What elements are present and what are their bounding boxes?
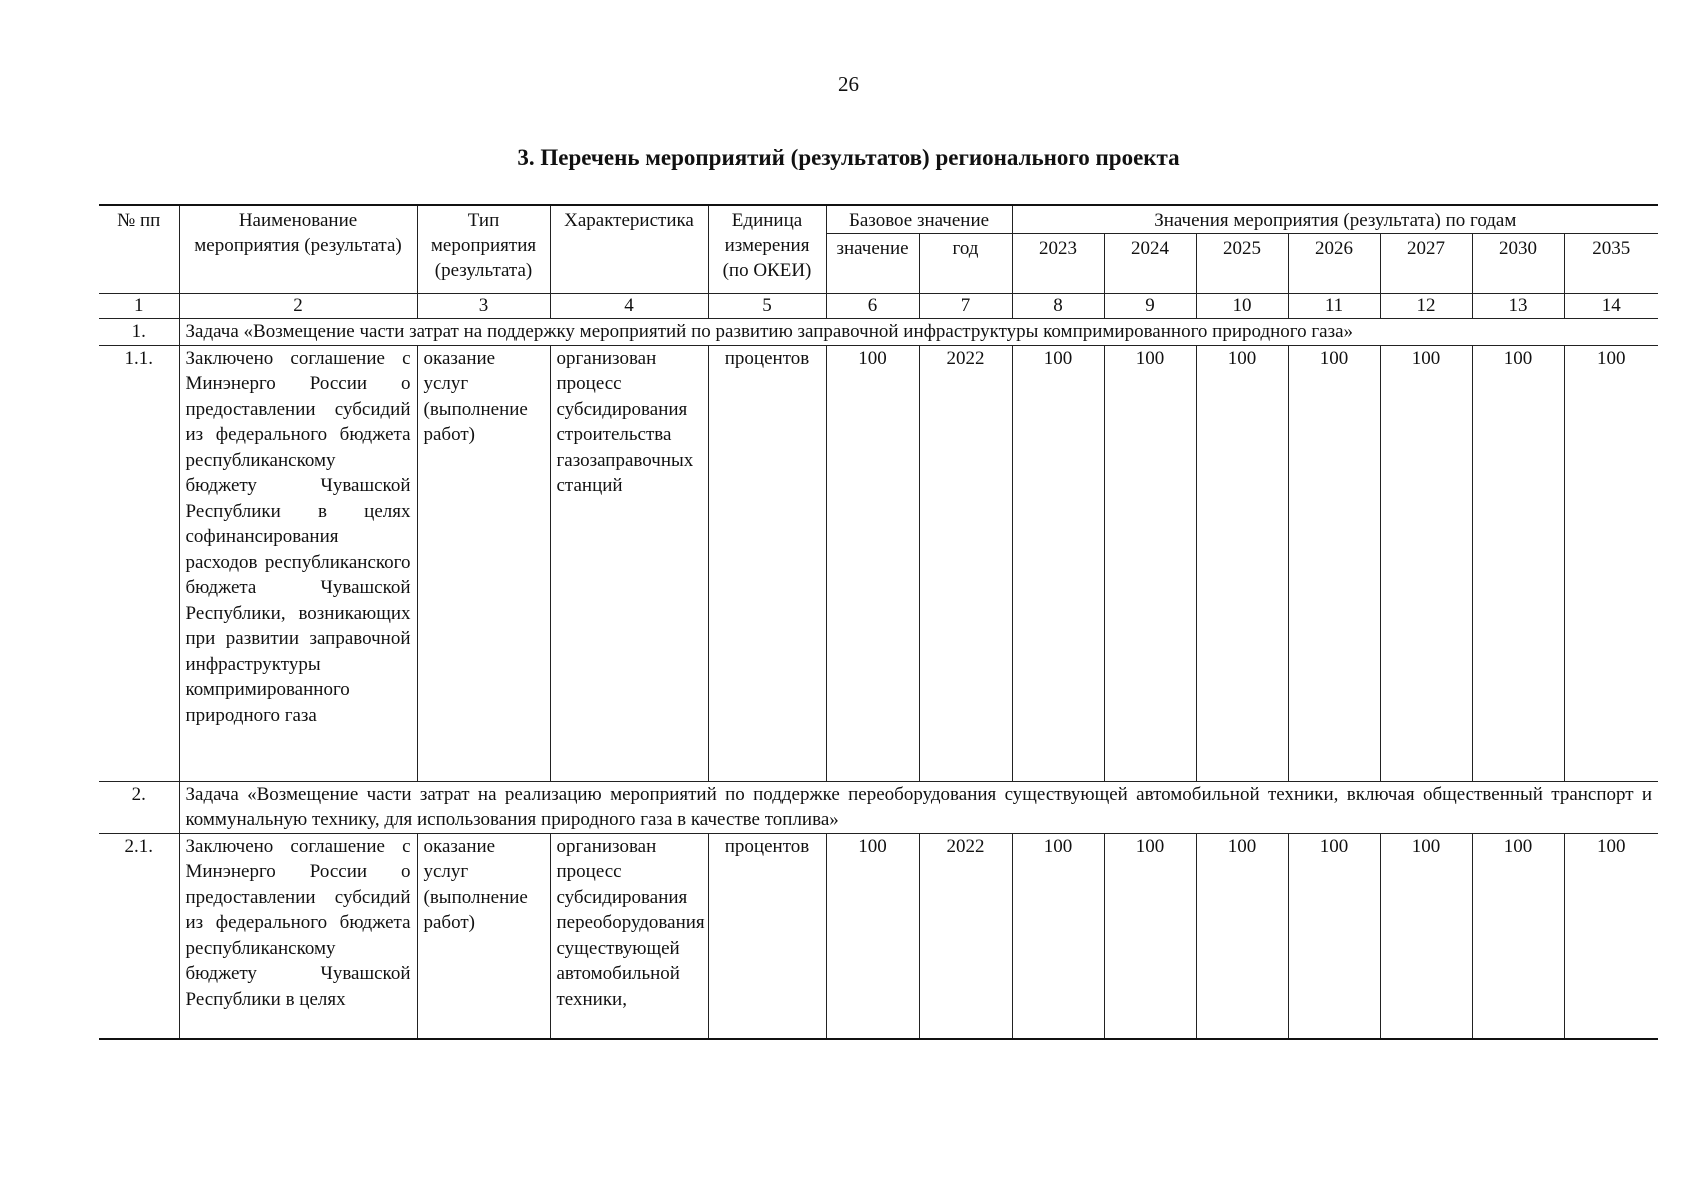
page-number: 26 xyxy=(838,72,859,96)
column-number: 2 xyxy=(179,294,417,319)
task-text: Задача «Возмещение части затрат на реализацию мероприятий по поддержке переоборудования существующей автомобильной техники, включая общественный транспорт и коммунальную технику, для использования природного газа в качестве топлива» xyxy=(179,781,1658,833)
item-unit: процентов xyxy=(708,833,826,1039)
header-year: 2027 xyxy=(1380,234,1472,294)
header-type: Тип мероприятия (результата) xyxy=(417,205,550,294)
item-year-value: 100 xyxy=(1380,833,1472,1039)
header-years-group: Значения мероприятия (результата) по годам xyxy=(1012,205,1658,234)
column-number: 10 xyxy=(1196,294,1288,319)
header-year: 2030 xyxy=(1472,234,1564,294)
column-number: 11 xyxy=(1288,294,1380,319)
header-base: Базовое значение xyxy=(826,205,1012,234)
header-year: 2026 xyxy=(1288,234,1380,294)
task-row xyxy=(99,781,1658,833)
table-row xyxy=(99,345,1658,781)
header-base-value: значение xyxy=(826,234,919,294)
column-number-row xyxy=(99,294,1658,319)
item-characteristic: организован процесс субсидирования строительства газозаправочных станций xyxy=(550,345,708,781)
column-number: 4 xyxy=(550,294,708,319)
item-num: 1.1. xyxy=(99,345,179,781)
header-year: 2025 xyxy=(1196,234,1288,294)
item-num: 2.1. xyxy=(99,833,179,1039)
item-year-value: 100 xyxy=(1012,345,1104,781)
item-base-value: 100 xyxy=(826,345,919,781)
header-num: № пп xyxy=(99,205,179,294)
item-year-value: 100 xyxy=(1012,833,1104,1039)
item-base-year: 2022 xyxy=(919,833,1012,1039)
column-number: 6 xyxy=(826,294,919,319)
task-text: Задача «Возмещение части затрат на поддержку мероприятий по развитию заправочной инфраструктуры компримированного природного газа» xyxy=(179,319,1658,346)
column-number: 3 xyxy=(417,294,550,319)
item-type: оказание услуг (выполнение работ) xyxy=(417,345,550,781)
item-year-value: 100 xyxy=(1196,833,1288,1039)
column-number: 9 xyxy=(1104,294,1196,319)
column-number: 12 xyxy=(1380,294,1472,319)
header-year: 2023 xyxy=(1012,234,1104,294)
item-name: Заключено соглашение с Минэнерго России о предоставлении субсидий из федерального бюджета республиканскому бюджету Чувашской Республики в целях софинансирования расходов республиканского бюджета Чувашской Республики, возникающих при развитии заправочной инфраструктуры компримированного природного газа xyxy=(179,345,417,781)
column-number: 1 xyxy=(99,294,179,319)
item-year-value: 100 xyxy=(1472,833,1564,1039)
document-title: 3. Перечень мероприятий (результатов) регионального проекта xyxy=(517,145,1180,170)
header-year: 2024 xyxy=(1104,234,1196,294)
item-year-value: 100 xyxy=(1472,345,1564,781)
task-row xyxy=(99,319,1658,346)
header-unit: Единица измерения (по ОКЕИ) xyxy=(708,205,826,294)
item-base-value: 100 xyxy=(826,833,919,1039)
column-number: 14 xyxy=(1564,294,1658,319)
item-name: Заключено соглашение с Минэнерго России о предоставлении субсидий из федерального бюджета республиканскому бюджету Чувашской Республики в целях xyxy=(179,833,417,1039)
column-number: 5 xyxy=(708,294,826,319)
measures-table xyxy=(99,204,1658,1040)
item-year-value: 100 xyxy=(1196,345,1288,781)
column-number: 13 xyxy=(1472,294,1564,319)
column-number: 8 xyxy=(1012,294,1104,319)
item-characteristic: организован процесс субсидирования переоборудования существующей автомобильной техники, xyxy=(550,833,708,1039)
item-year-value: 100 xyxy=(1380,345,1472,781)
item-unit: процентов xyxy=(708,345,826,781)
header-base-year: год xyxy=(919,234,1012,294)
item-base-year: 2022 xyxy=(919,345,1012,781)
item-year-value: 100 xyxy=(1564,833,1658,1039)
task-num: 2. xyxy=(99,781,179,833)
item-year-value: 100 xyxy=(1104,345,1196,781)
item-year-value: 100 xyxy=(1288,345,1380,781)
column-number: 7 xyxy=(919,294,1012,319)
item-type: оказание услуг (выполнение работ) xyxy=(417,833,550,1039)
item-year-value: 100 xyxy=(1104,833,1196,1039)
table-row xyxy=(99,833,1658,1039)
header-name: Наименование мероприятия (результата) xyxy=(179,205,417,294)
item-year-value: 100 xyxy=(1564,345,1658,781)
task-num: 1. xyxy=(99,319,179,346)
header-year: 2035 xyxy=(1564,234,1658,294)
header-characteristic: Характеристика xyxy=(550,205,708,294)
item-year-value: 100 xyxy=(1288,833,1380,1039)
